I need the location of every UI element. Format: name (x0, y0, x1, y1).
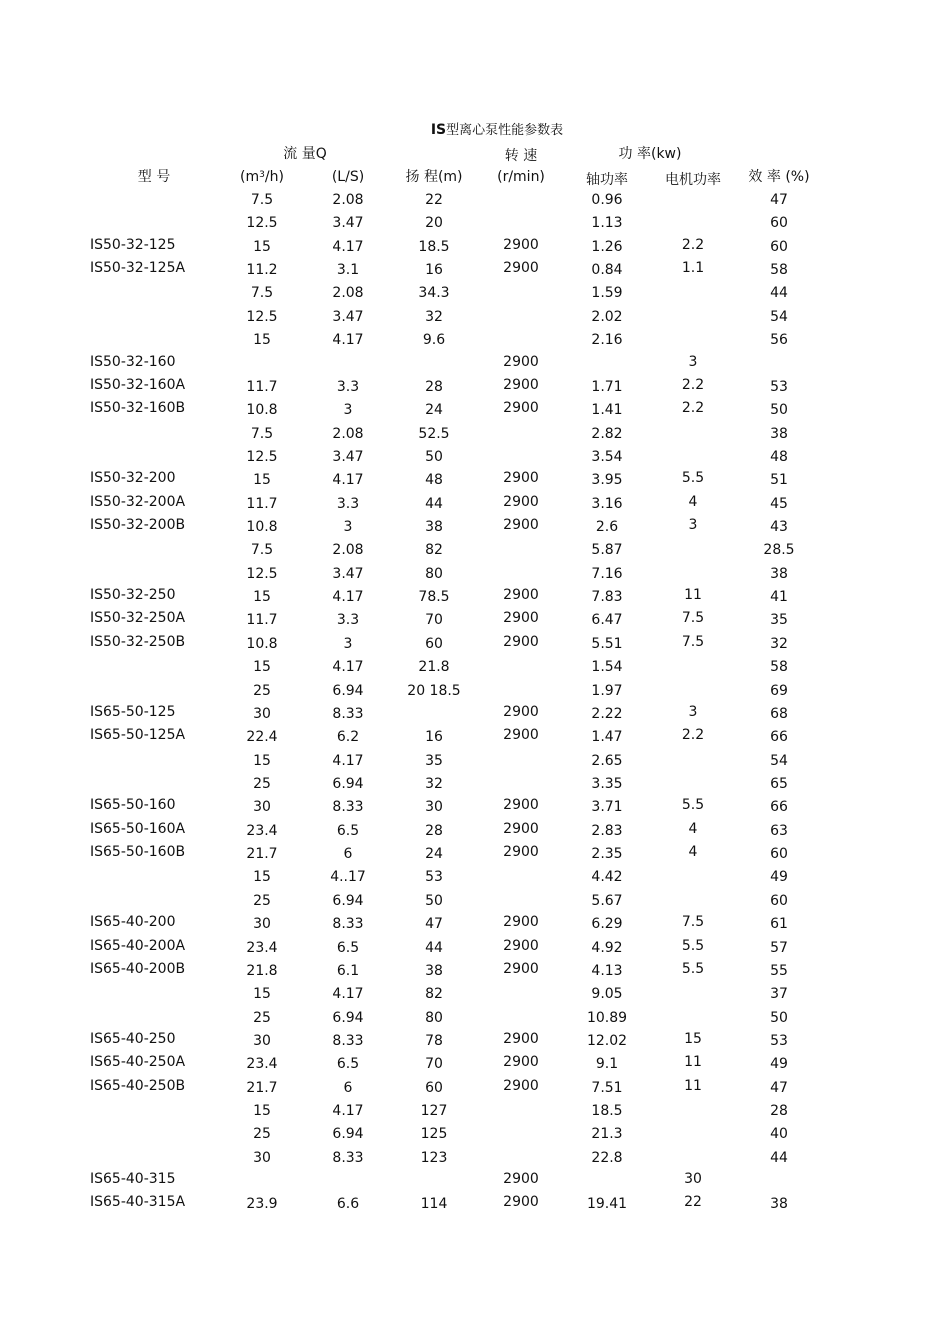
cell-shaft-power: 2.65 (591, 752, 623, 769)
cell-efficiency: 28 (770, 1103, 788, 1120)
cell-head: 38 (425, 519, 443, 536)
cell-shaft-power: 9.05 (591, 986, 623, 1003)
cell-flow-m3h: 15 (253, 659, 271, 676)
cell-speed: 2900 (503, 820, 539, 837)
cell-efficiency: 44 (770, 1149, 788, 1166)
cell-flow-m3h: 25 (253, 776, 271, 792)
cell-efficiency: 65 (770, 776, 788, 792)
cell-motor-power: 15 (684, 1030, 702, 1047)
cell-efficiency: 47 (770, 1079, 788, 1096)
cell-shaft-power: 1.54 (591, 659, 623, 676)
cell-flow-ls: 6.5 (336, 822, 360, 839)
cell-shaft-power: 3.95 (591, 472, 623, 489)
cell-model: IS50-32-200 (90, 470, 176, 487)
cell-flow-ls: 2.08 (332, 285, 364, 302)
cell-flow-ls: 4.17 (332, 659, 364, 676)
cell-motor-power: 4 (688, 820, 698, 837)
cell-flow-ls: 2.08 (332, 425, 364, 442)
cell-flow-m3h: 7.5 (250, 285, 274, 302)
cell-shaft-power: 0.96 (591, 192, 623, 208)
cell-flow-m3h: 15 (253, 869, 271, 886)
cell-flow-m3h: 11.7 (246, 612, 278, 629)
cell-flow-ls: 6 (343, 1079, 353, 1096)
cell-motor-power: 2.2 (681, 376, 705, 393)
cell-flow-ls: 6.94 (332, 892, 364, 909)
cell-flow-ls: 4.17 (332, 986, 364, 1003)
cell-flow-m3h: 22.4 (246, 729, 278, 746)
header-flow-m3h-a: (m (240, 169, 260, 185)
cell-speed: 2900 (503, 797, 539, 814)
cell-flow-m3h: 30 (253, 1032, 271, 1049)
cell-head: 70 (425, 612, 443, 629)
cell-efficiency: 68 (770, 705, 788, 722)
cell-shaft-power: 4.92 (591, 939, 623, 956)
cell-flow-ls: 4.17 (332, 589, 364, 606)
cell-flow-ls: 3.47 (332, 565, 364, 582)
cell-shaft-power: 18.5 (591, 1103, 623, 1120)
header-flow: 流 量Q (283, 146, 327, 162)
cell-head: 18.5 (418, 238, 450, 255)
cell-motor-power: 5.5 (681, 960, 705, 977)
cell-motor-power: 7.5 (681, 633, 705, 650)
cell-motor-power: 4 (688, 493, 698, 510)
cell-model: IS50-32-125 (90, 236, 176, 253)
cell-flow-ls: 8.33 (332, 1149, 364, 1166)
cell-motor-power: 5.5 (681, 470, 705, 487)
cell-flow-m3h: 21.7 (246, 1079, 278, 1096)
cell-flow-ls: 6.2 (336, 729, 360, 746)
cell-flow-ls: 2.08 (332, 542, 364, 559)
cell-shaft-power: 7.51 (591, 1079, 623, 1096)
cell-flow-m3h: 11.7 (246, 495, 278, 512)
cell-head: 24 (425, 846, 443, 863)
cell-head: 20 (425, 215, 443, 232)
cell-speed: 2900 (503, 937, 539, 954)
cell-flow-ls: 6.1 (336, 962, 360, 979)
cell-flow-ls: 3.3 (336, 378, 360, 395)
cell-shaft-power: 1.97 (591, 682, 623, 699)
header-flow-m3h-sup: 3 (259, 170, 265, 180)
cell-flow-m3h: 12.5 (246, 308, 278, 325)
cell-model: IS50-32-200B (90, 517, 186, 534)
cell-model: IS65-40-200 (90, 914, 176, 931)
cell-flow-ls: 8.33 (332, 799, 364, 816)
cell-speed: 2900 (503, 260, 539, 277)
cell-flow-m3h: 25 (253, 892, 271, 909)
cell-flow-ls: 6.94 (332, 682, 364, 699)
cell-flow-ls: 8.33 (332, 705, 364, 722)
cell-flow-m3h: 30 (253, 799, 271, 816)
cell-shaft-power: 6.29 (591, 916, 623, 933)
cell-model: IS65-40-250B (90, 1077, 186, 1094)
cell-efficiency: 54 (770, 752, 788, 769)
cell-head: 50 (425, 448, 443, 465)
cell-head: 9.6 (422, 332, 446, 349)
cell-shaft-power: 5.67 (591, 892, 623, 909)
cell-flow-ls: 4.17 (332, 752, 364, 769)
cell-speed: 2900 (503, 353, 539, 370)
cell-flow-m3h: 30 (253, 1149, 271, 1166)
cell-flow-ls: 8.33 (332, 916, 364, 933)
cell-speed: 2900 (503, 1171, 539, 1188)
cell-head: 44 (425, 495, 443, 512)
header-speed-unit: (r/min) (497, 169, 545, 185)
cell-speed: 2900 (503, 914, 539, 931)
cell-speed: 2900 (503, 703, 539, 720)
cell-speed: 2900 (503, 727, 539, 744)
cell-model: IS50-32-125A (90, 260, 186, 277)
cell-model: IS50-32-250 (90, 587, 176, 604)
cell-speed: 2900 (503, 633, 539, 650)
cell-speed: 2900 (503, 236, 539, 253)
cell-shaft-power: 4.42 (591, 869, 623, 886)
cell-motor-power: 5.5 (681, 797, 705, 814)
cell-flow-m3h: 7.5 (250, 192, 274, 208)
cell-head: 82 (425, 986, 443, 1003)
cell-motor-power: 5.5 (681, 937, 705, 954)
cell-efficiency: 66 (770, 799, 788, 816)
cell-flow-m3h: 30 (253, 916, 271, 933)
cell-head: 21.8 (418, 659, 450, 676)
cell-flow-m3h: 15 (253, 238, 271, 255)
cell-speed: 2900 (503, 844, 539, 861)
cell-model: IS50-32-250A (90, 610, 186, 627)
cell-flow-m3h: 15 (253, 986, 271, 1003)
cell-model: IS65-40-250 (90, 1030, 176, 1047)
cell-efficiency: 49 (770, 869, 788, 886)
cell-speed: 2900 (503, 960, 539, 977)
cell-efficiency: 48 (770, 448, 788, 465)
cell-shaft-power: 4.13 (591, 962, 623, 979)
cell-flow-m3h: 10.8 (246, 519, 278, 536)
cell-model: IS50-32-160B (90, 400, 186, 417)
cell-shaft-power: 9.1 (595, 1056, 619, 1073)
cell-flow-ls: 3.3 (336, 612, 360, 629)
cell-flow-m3h: 12.5 (246, 448, 278, 465)
cell-head: 53 (425, 869, 443, 886)
cell-shaft-power: 5.87 (591, 542, 623, 559)
cell-flow-m3h: 15 (253, 472, 271, 489)
cell-motor-power: 11 (684, 587, 702, 604)
header-flow-m3h-b: /h) (264, 169, 284, 185)
cell-head: 35 (425, 752, 443, 769)
cell-flow-ls: 6.5 (336, 939, 360, 956)
cell-head: 125 (420, 1126, 448, 1143)
cell-flow-m3h: 10.8 (246, 635, 278, 652)
cell-flow-ls: 6.94 (332, 776, 364, 792)
cell-shaft-power: 22.8 (591, 1149, 623, 1166)
cell-head: 32 (425, 308, 443, 325)
cell-flow-m3h: 25 (253, 1126, 271, 1143)
cell-shaft-power: 2.02 (591, 308, 623, 325)
cell-shaft-power: 2.83 (591, 822, 623, 839)
header-power: 功 率(kw) (618, 146, 682, 162)
cell-efficiency: 44 (770, 285, 788, 302)
cell-model: IS65-50-160A (90, 820, 186, 837)
cell-head: 82 (425, 542, 443, 559)
cell-speed: 2900 (503, 1077, 539, 1094)
cell-efficiency: 37 (770, 986, 788, 1003)
cell-speed: 2900 (503, 400, 539, 417)
cell-head: 38 (425, 962, 443, 979)
cell-head: 127 (420, 1103, 448, 1120)
cell-model: IS65-40-315A (90, 1194, 186, 1211)
cell-flow-ls: 3.3 (336, 495, 360, 512)
cell-efficiency: 51 (770, 472, 788, 489)
cell-head: 114 (420, 1196, 448, 1213)
cell-model: IS50-32-160 (90, 353, 176, 370)
cell-flow-ls: 3 (343, 635, 353, 652)
cell-flow-m3h: 15 (253, 1103, 271, 1120)
cell-efficiency: 58 (770, 262, 788, 279)
cell-shaft-power: 0.84 (591, 262, 623, 279)
cell-flow-m3h: 30 (253, 705, 271, 722)
cell-efficiency: 54 (770, 308, 788, 325)
cell-motor-power: 11 (684, 1077, 702, 1094)
cell-model: IS50-32-160A (90, 376, 186, 393)
cell-shaft-power: 1.26 (591, 238, 623, 255)
cell-speed: 2900 (503, 470, 539, 487)
cell-speed: 2900 (503, 493, 539, 510)
cell-head: 16 (425, 729, 443, 746)
cell-efficiency: 53 (770, 378, 788, 395)
cell-efficiency: 38 (770, 425, 788, 442)
header-head: 扬 程(m) (405, 169, 463, 185)
cell-model: IS65-40-200B (90, 960, 186, 977)
cell-efficiency: 35 (770, 612, 788, 629)
cell-efficiency: 60 (770, 892, 788, 909)
cell-shaft-power: 3.16 (591, 495, 623, 512)
cell-shaft-power: 1.41 (591, 402, 623, 419)
cell-speed: 2900 (503, 1054, 539, 1071)
cell-head: 48 (425, 472, 443, 489)
cell-motor-power: 7.5 (681, 610, 705, 627)
cell-head: 78.5 (418, 589, 450, 606)
cell-motor-power: 3 (688, 703, 698, 720)
cell-shaft-power: 7.16 (591, 565, 623, 582)
cell-shaft-power: 2.6 (595, 519, 619, 536)
cell-head: 60 (425, 1079, 443, 1096)
cell-flow-ls: 4..17 (330, 869, 366, 886)
header-flow-ls: (L/S) (331, 169, 365, 185)
cell-head: 44 (425, 939, 443, 956)
cell-shaft-power: 3.71 (591, 799, 623, 816)
cell-head: 22 (425, 192, 443, 208)
cell-head: 20 18.5 (407, 682, 461, 699)
cell-model: IS65-50-125A (90, 727, 186, 744)
cell-head: 16 (425, 262, 443, 279)
cell-efficiency: 38 (770, 1196, 788, 1213)
cell-efficiency: 57 (770, 939, 788, 956)
cell-flow-ls: 3.47 (332, 308, 364, 325)
cell-efficiency: 56 (770, 332, 788, 349)
cell-shaft-power: 5.51 (591, 635, 623, 652)
cell-shaft-power: 2.16 (591, 332, 623, 349)
cell-shaft-power: 19.41 (586, 1196, 628, 1213)
cell-efficiency: 50 (770, 1009, 788, 1026)
cell-model: IS65-40-250A (90, 1054, 186, 1071)
cell-model: IS50-32-200A (90, 493, 186, 510)
cell-speed: 2900 (503, 1030, 539, 1047)
cell-head: 24 (425, 402, 443, 419)
cell-flow-ls: 3 (343, 519, 353, 536)
cell-head: 78 (425, 1032, 443, 1049)
cell-flow-m3h: 23.9 (246, 1196, 278, 1213)
cell-flow-ls: 4.17 (332, 238, 364, 255)
cell-shaft-power: 12.02 (586, 1032, 628, 1049)
cell-speed: 2900 (503, 587, 539, 604)
cell-head: 80 (425, 1009, 443, 1026)
cell-efficiency: 55 (770, 962, 788, 979)
cell-efficiency: 45 (770, 495, 788, 512)
cell-motor-power: 2.2 (681, 236, 705, 253)
cell-flow-ls: 4.17 (332, 1103, 364, 1120)
cell-head: 52.5 (418, 425, 450, 442)
cell-head: 123 (420, 1149, 448, 1166)
cell-flow-ls: 3 (343, 402, 353, 419)
cell-speed: 2900 (503, 610, 539, 627)
cell-model: IS65-50-160B (90, 844, 186, 861)
cell-head: 28 (425, 378, 443, 395)
cell-efficiency: 28.5 (763, 542, 795, 559)
cell-shaft-power: 2.35 (591, 846, 623, 863)
cell-shaft-power: 10.89 (586, 1009, 628, 1026)
cell-head: 70 (425, 1056, 443, 1073)
cell-model: IS65-50-125 (90, 703, 176, 720)
cell-flow-ls: 6.5 (336, 1056, 360, 1073)
cell-flow-m3h: 10.8 (246, 402, 278, 419)
cell-efficiency: 47 (770, 192, 788, 208)
cell-efficiency: 66 (770, 729, 788, 746)
cell-flow-m3h: 21.8 (246, 962, 278, 979)
cell-efficiency: 53 (770, 1032, 788, 1049)
cell-efficiency: 60 (770, 238, 788, 255)
cell-efficiency: 60 (770, 215, 788, 232)
cell-flow-ls: 4.17 (332, 332, 364, 349)
cell-efficiency: 49 (770, 1056, 788, 1073)
cell-speed: 2900 (503, 376, 539, 393)
cell-head: 32 (425, 776, 443, 792)
cell-head: 34.3 (418, 285, 450, 302)
cell-speed: 2900 (503, 1194, 539, 1211)
cell-motor-power: 2.2 (681, 727, 705, 744)
cell-flow-ls: 6.6 (336, 1196, 360, 1213)
header-speed: 转 速 (504, 148, 538, 164)
cell-flow-ls: 4.17 (332, 472, 364, 489)
cell-flow-m3h: 12.5 (246, 215, 278, 232)
cell-efficiency: 69 (770, 682, 788, 699)
cell-flow-m3h: 7.5 (250, 542, 274, 559)
cell-flow-ls: 3.1 (336, 262, 360, 279)
cell-speed: 2900 (503, 517, 539, 534)
cell-flow-ls: 6.94 (332, 1009, 364, 1026)
cell-flow-m3h: 11.7 (246, 378, 278, 395)
header-model: 型 号 (137, 169, 171, 185)
cell-motor-power: 4 (688, 844, 698, 861)
cell-motor-power: 3 (688, 353, 698, 370)
cell-motor-power: 30 (684, 1171, 702, 1188)
header-efficiency: 效 率 (%) (748, 169, 810, 185)
cell-motor-power: 3 (688, 517, 698, 534)
cell-shaft-power: 1.59 (591, 285, 623, 302)
cell-flow-m3h: 25 (253, 682, 271, 699)
cell-efficiency: 58 (770, 659, 788, 676)
cell-shaft-power: 1.47 (591, 729, 623, 746)
cell-motor-power: 7.5 (681, 914, 705, 931)
cell-flow-ls: 3.47 (332, 448, 364, 465)
cell-flow-m3h: 21.7 (246, 846, 278, 863)
cell-efficiency: 32 (770, 635, 788, 652)
cell-flow-ls: 6 (343, 846, 353, 863)
cell-shaft-power: 1.71 (591, 378, 623, 395)
cell-efficiency: 40 (770, 1126, 788, 1143)
cell-model: IS65-40-200A (90, 937, 186, 954)
cell-efficiency: 63 (770, 822, 788, 839)
cell-flow-m3h: 7.5 (250, 425, 274, 442)
cell-head: 80 (425, 565, 443, 582)
cell-motor-power: 22 (684, 1194, 702, 1211)
cell-shaft-power: 2.22 (591, 705, 623, 722)
cell-model: IS65-50-160 (90, 797, 176, 814)
cell-efficiency: 43 (770, 519, 788, 536)
cell-flow-ls: 8.33 (332, 1032, 364, 1049)
cell-efficiency: 61 (770, 916, 788, 933)
cell-shaft-power: 3.35 (591, 776, 623, 792)
cell-efficiency: 60 (770, 846, 788, 863)
cell-model: IS50-32-250B (90, 633, 186, 650)
cell-flow-m3h: 25 (253, 1009, 271, 1026)
cell-shaft-power: 21.3 (591, 1126, 623, 1143)
cell-flow-ls: 6.94 (332, 1126, 364, 1143)
cell-shaft-power: 7.83 (591, 589, 623, 606)
header-motor-power: 电机功率 (665, 172, 721, 188)
cell-head: 50 (425, 892, 443, 909)
cell-shaft-power: 6.47 (591, 612, 623, 629)
cell-flow-m3h: 12.5 (246, 565, 278, 582)
cell-efficiency: 50 (770, 402, 788, 419)
cell-head: 30 (425, 799, 443, 816)
cell-shaft-power: 2.82 (591, 425, 623, 442)
cell-head: 60 (425, 635, 443, 652)
cell-model: IS65-40-315 (90, 1171, 176, 1188)
cell-flow-m3h: 23.4 (246, 822, 278, 839)
cell-motor-power: 1.1 (681, 260, 705, 277)
cell-head: 47 (425, 916, 443, 933)
cell-flow-m3h: 23.4 (246, 939, 278, 956)
cell-motor-power: 2.2 (681, 400, 705, 417)
cell-flow-m3h: 15 (253, 752, 271, 769)
cell-head: 28 (425, 822, 443, 839)
cell-shaft-power: 1.13 (591, 215, 623, 232)
header-shaft-power: 轴功率 (586, 172, 628, 188)
cell-flow-ls: 3.47 (332, 215, 364, 232)
cell-efficiency: 41 (770, 589, 788, 606)
cell-flow-m3h: 15 (253, 332, 271, 349)
cell-flow-ls: 2.08 (332, 192, 364, 208)
cell-efficiency: 38 (770, 565, 788, 582)
cell-flow-m3h: 23.4 (246, 1056, 278, 1073)
cell-motor-power: 11 (684, 1054, 702, 1071)
cell-flow-m3h: 15 (253, 589, 271, 606)
cell-flow-m3h: 11.2 (246, 262, 278, 279)
title-text: 型离心泵性能参数表 (446, 123, 564, 138)
title-prefix: IS (430, 122, 447, 138)
cell-shaft-power: 3.54 (591, 448, 623, 465)
